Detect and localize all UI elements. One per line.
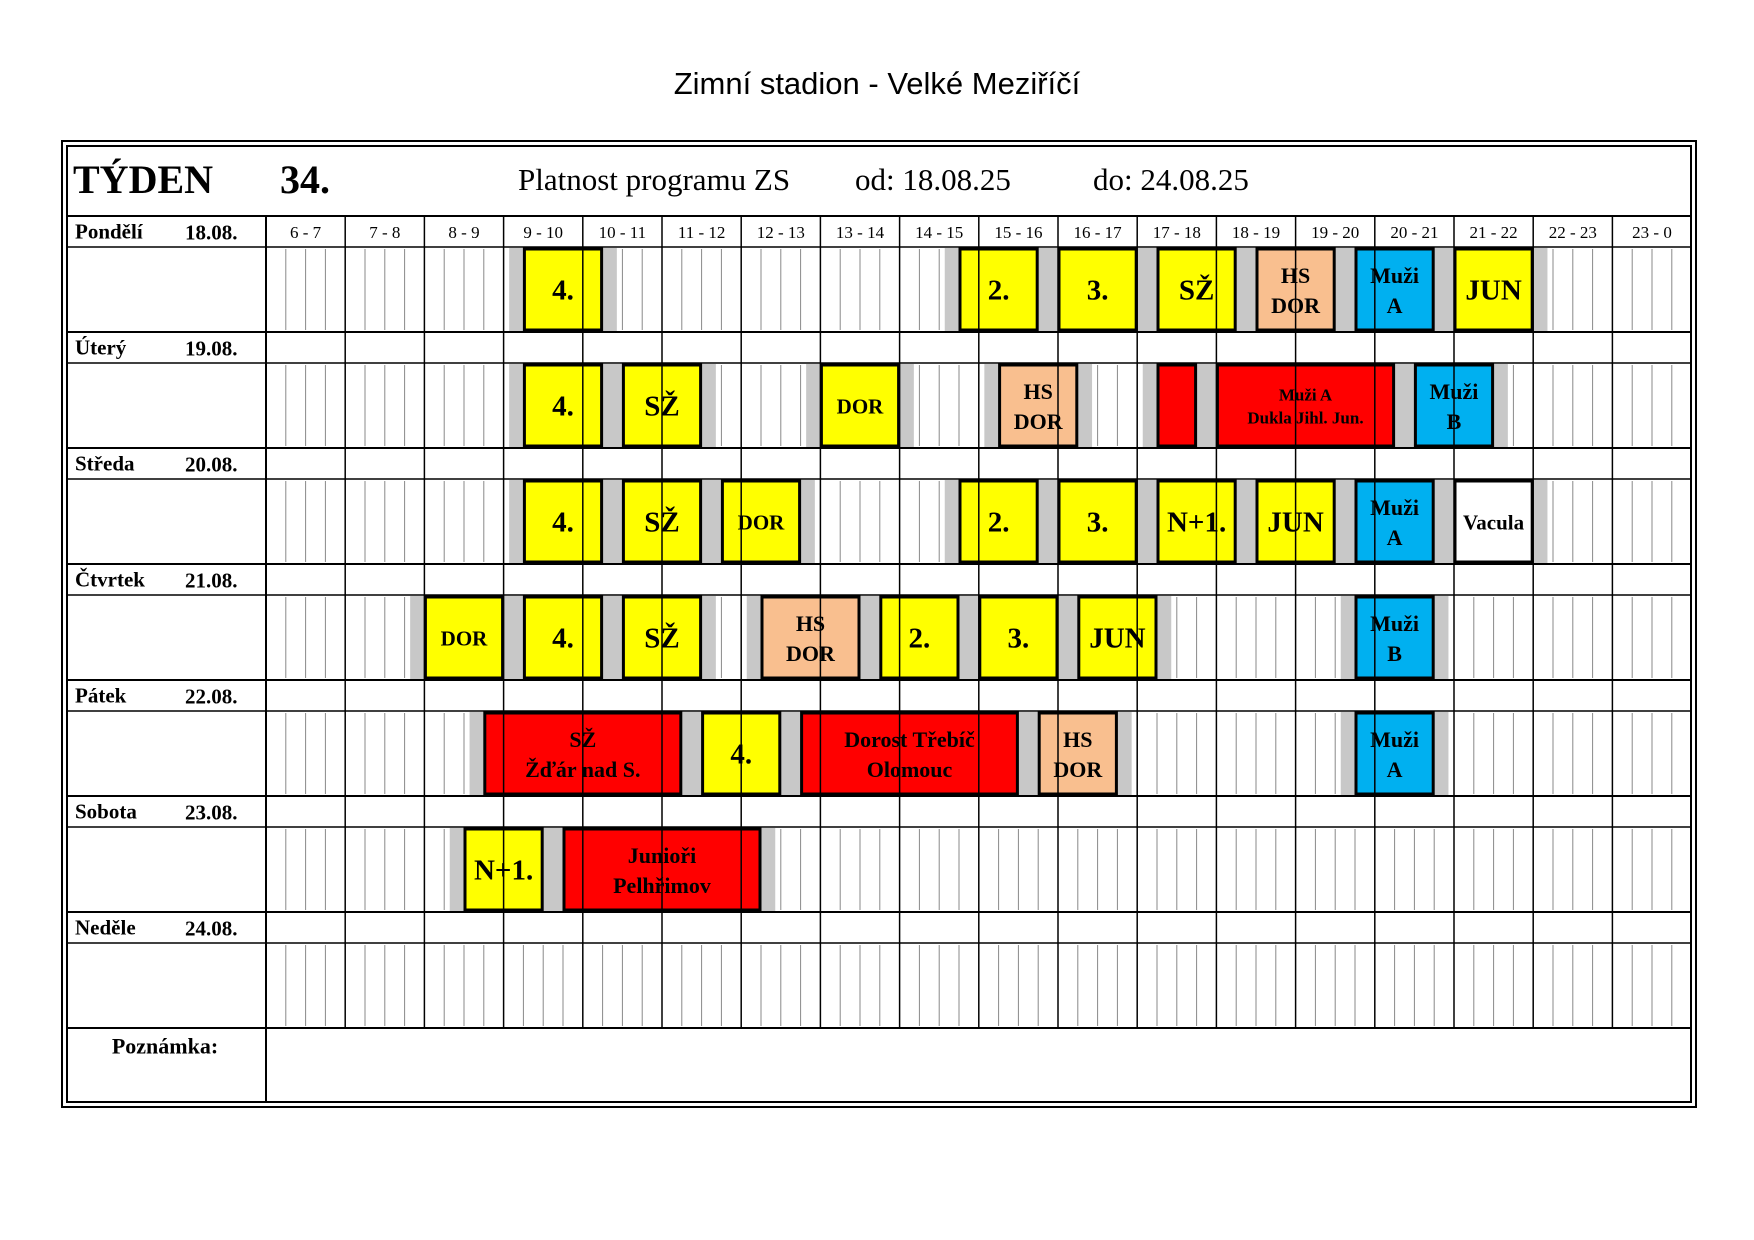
block-label: JUN: [1089, 622, 1146, 655]
block-label: 3.: [1086, 274, 1109, 307]
block-label: Vacula: [1463, 510, 1525, 535]
block-label: Muži: [1370, 495, 1420, 521]
resurfacing-strip: [801, 480, 815, 563]
hour-label: 18 - 19: [1231, 223, 1281, 242]
block-label: SŽ: [644, 622, 680, 655]
resurfacing-strip: [1494, 364, 1508, 447]
resurfacing-strip: [1202, 364, 1216, 447]
block-label: JUN: [1465, 274, 1522, 307]
block-label: Muži: [1370, 727, 1420, 753]
resurfacing-strip: [786, 712, 800, 795]
resurfacing-strip: [761, 828, 775, 911]
resurfacing-strip: [608, 364, 622, 447]
block-label: 2.: [987, 274, 1010, 307]
block-label: 4.: [552, 390, 574, 423]
resurfacing-strip: [509, 248, 523, 331]
resurfacing-strip: [965, 596, 979, 679]
resurfacing-strip: [1533, 480, 1547, 563]
resurfacing-strip: [1242, 248, 1256, 331]
resurfacing-strip: [1533, 248, 1547, 331]
resurfacing-strip: [702, 596, 716, 679]
week-label: TÝDEN: [73, 157, 214, 202]
ice-slot-block: [1158, 365, 1196, 446]
day-date: 24.08.: [185, 916, 238, 941]
ice-slot-block: [1217, 365, 1393, 446]
block-label: Dukla Jihl. Jun.: [1247, 408, 1364, 428]
resurfacing-strip: [1157, 596, 1171, 679]
day-date: 23.08.: [185, 800, 238, 825]
resurfacing-strip: [1400, 364, 1414, 447]
block-label: SŽ: [644, 390, 680, 423]
resurfacing-strip: [1440, 480, 1454, 563]
block-label: Olomouc: [866, 756, 953, 782]
block-label: HS: [795, 611, 826, 637]
hour-label: 8 - 9: [448, 223, 480, 242]
block-label: Junioři: [627, 843, 697, 869]
day-date: 20.08.: [185, 452, 238, 477]
resurfacing-strip: [806, 364, 820, 447]
hour-label: 23 - 0: [1632, 223, 1672, 242]
block-label: A: [1386, 524, 1403, 550]
valid-from: od: 18.08.25: [855, 162, 1011, 197]
block-label: A: [1386, 756, 1403, 782]
resurfacing-strip: [1143, 480, 1157, 563]
resurfacing-strip: [1434, 712, 1448, 795]
block-label: DOR: [786, 640, 835, 666]
block-label: 4.: [730, 738, 753, 771]
block-label: 2.: [908, 622, 931, 655]
resurfacing-strip: [1024, 712, 1038, 795]
validity-label: Platnost programu ZS: [518, 162, 791, 197]
resurfacing-strip: [1143, 364, 1157, 447]
day-name: Pondělí: [75, 219, 143, 244]
resurfacing-strip: [687, 712, 701, 795]
block-label: DOR: [1053, 756, 1103, 782]
resurfacing-strip: [707, 480, 721, 563]
day-name: Pátek: [75, 683, 127, 708]
block-label: SŽ: [1178, 274, 1215, 307]
block-label: B: [1446, 408, 1462, 434]
block-label: DOR: [440, 626, 488, 651]
block-label: Dorost Třebíč: [844, 727, 975, 753]
block-label: Muži: [1370, 263, 1420, 289]
resurfacing-strip: [1341, 712, 1355, 795]
day-name: Středa: [75, 451, 135, 476]
resurfacing-strip: [984, 364, 998, 447]
block-label: DOR: [1271, 292, 1321, 318]
block-label: N+1.: [473, 854, 534, 887]
block-label: DOR: [1013, 408, 1063, 434]
day-date: 19.08.: [185, 336, 238, 361]
day-date: 21.08.: [185, 568, 238, 593]
page-title: Zimní stadion - Velké Meziříčí: [673, 66, 1081, 101]
resurfacing-strip: [608, 480, 622, 563]
resurfacing-strip: [1434, 596, 1448, 679]
resurfacing-strip: [1143, 248, 1157, 331]
block-label: 4.: [552, 622, 574, 655]
block-label: 3.: [1007, 622, 1030, 655]
block-label: JUN: [1267, 506, 1324, 539]
hour-label: 14 - 15: [915, 223, 964, 242]
block-label: DOR: [737, 510, 785, 535]
hour-label: 13 - 14: [835, 223, 885, 242]
resurfacing-strip: [470, 712, 484, 795]
resurfacing-strip: [945, 480, 959, 563]
resurfacing-strip: [1064, 596, 1078, 679]
resurfacing-strip: [747, 596, 761, 679]
block-label: HS: [1063, 727, 1093, 753]
block-label: 2.: [987, 506, 1010, 539]
resurfacing-strip: [1242, 480, 1256, 563]
block-label: SŽ: [644, 506, 680, 539]
resurfacing-strip: [509, 480, 523, 563]
resurfacing-strip: [1117, 712, 1131, 795]
hour-label: 22 - 23: [1548, 223, 1597, 242]
resurfacing-strip: [1341, 480, 1355, 563]
resurfacing-strip: [866, 596, 880, 679]
day-date: 22.08.: [185, 684, 238, 709]
day-name: Neděle: [75, 915, 136, 940]
week-number: 34.: [280, 157, 330, 202]
hour-label: 11 - 12: [677, 223, 726, 242]
hour-label: 17 - 18: [1152, 223, 1201, 242]
block-label: 4.: [552, 506, 574, 539]
resurfacing-strip: [1078, 364, 1092, 447]
resurfacing-strip: [509, 364, 523, 447]
valid-to: do: 24.08.25: [1093, 162, 1249, 197]
resurfacing-strip: [1440, 248, 1454, 331]
resurfacing-strip: [549, 828, 563, 911]
block-label: Muži: [1370, 611, 1420, 637]
hour-label: 10 - 11: [598, 223, 647, 242]
block-label: SŽ: [569, 727, 597, 753]
hour-label: 19 - 20: [1311, 223, 1360, 242]
resurfacing-strip: [608, 596, 622, 679]
resurfacing-strip: [945, 248, 959, 331]
day-name: Čtvrtek: [75, 567, 145, 592]
resurfacing-strip: [603, 248, 617, 331]
resurfacing-strip: [1341, 248, 1355, 331]
resurfacing-strip: [1044, 248, 1058, 331]
resurfacing-strip: [450, 828, 464, 911]
hour-label: 7 - 8: [369, 223, 401, 242]
resurfacing-strip: [1044, 480, 1058, 563]
block-label: A: [1386, 292, 1403, 318]
hour-label: 20 - 21: [1390, 223, 1439, 242]
hour-label: 16 - 17: [1073, 223, 1122, 242]
block-label: HS: [1280, 263, 1311, 289]
hour-label: 12 - 13: [756, 223, 805, 242]
resurfacing-strip: [509, 596, 523, 679]
note-label: Poznámka:: [111, 1033, 219, 1059]
block-label: Muži A: [1278, 385, 1333, 405]
block-label: Muži: [1429, 379, 1479, 405]
block-label: N+1.: [1166, 506, 1227, 539]
block-label: DOR: [836, 394, 884, 419]
hour-label: 6 - 7: [290, 223, 322, 242]
hour-label: 9 - 10: [523, 223, 564, 242]
resurfacing-strip: [410, 596, 424, 679]
day-name: Úterý: [75, 335, 127, 360]
block-label: Žďár nad S.: [525, 756, 641, 782]
resurfacing-strip: [900, 364, 914, 447]
hour-label: 21 - 22: [1469, 223, 1518, 242]
block-label: 4.: [552, 274, 574, 307]
day-name: Sobota: [75, 799, 137, 824]
block-label: 3.: [1086, 506, 1109, 539]
resurfacing-strip: [1341, 596, 1355, 679]
block-label: HS: [1023, 379, 1053, 405]
hour-label: 15 - 16: [994, 223, 1043, 242]
block-label: Pelhřimov: [613, 872, 711, 898]
block-label: B: [1387, 640, 1402, 666]
resurfacing-strip: [702, 364, 716, 447]
day-date: 18.08.: [185, 220, 238, 245]
